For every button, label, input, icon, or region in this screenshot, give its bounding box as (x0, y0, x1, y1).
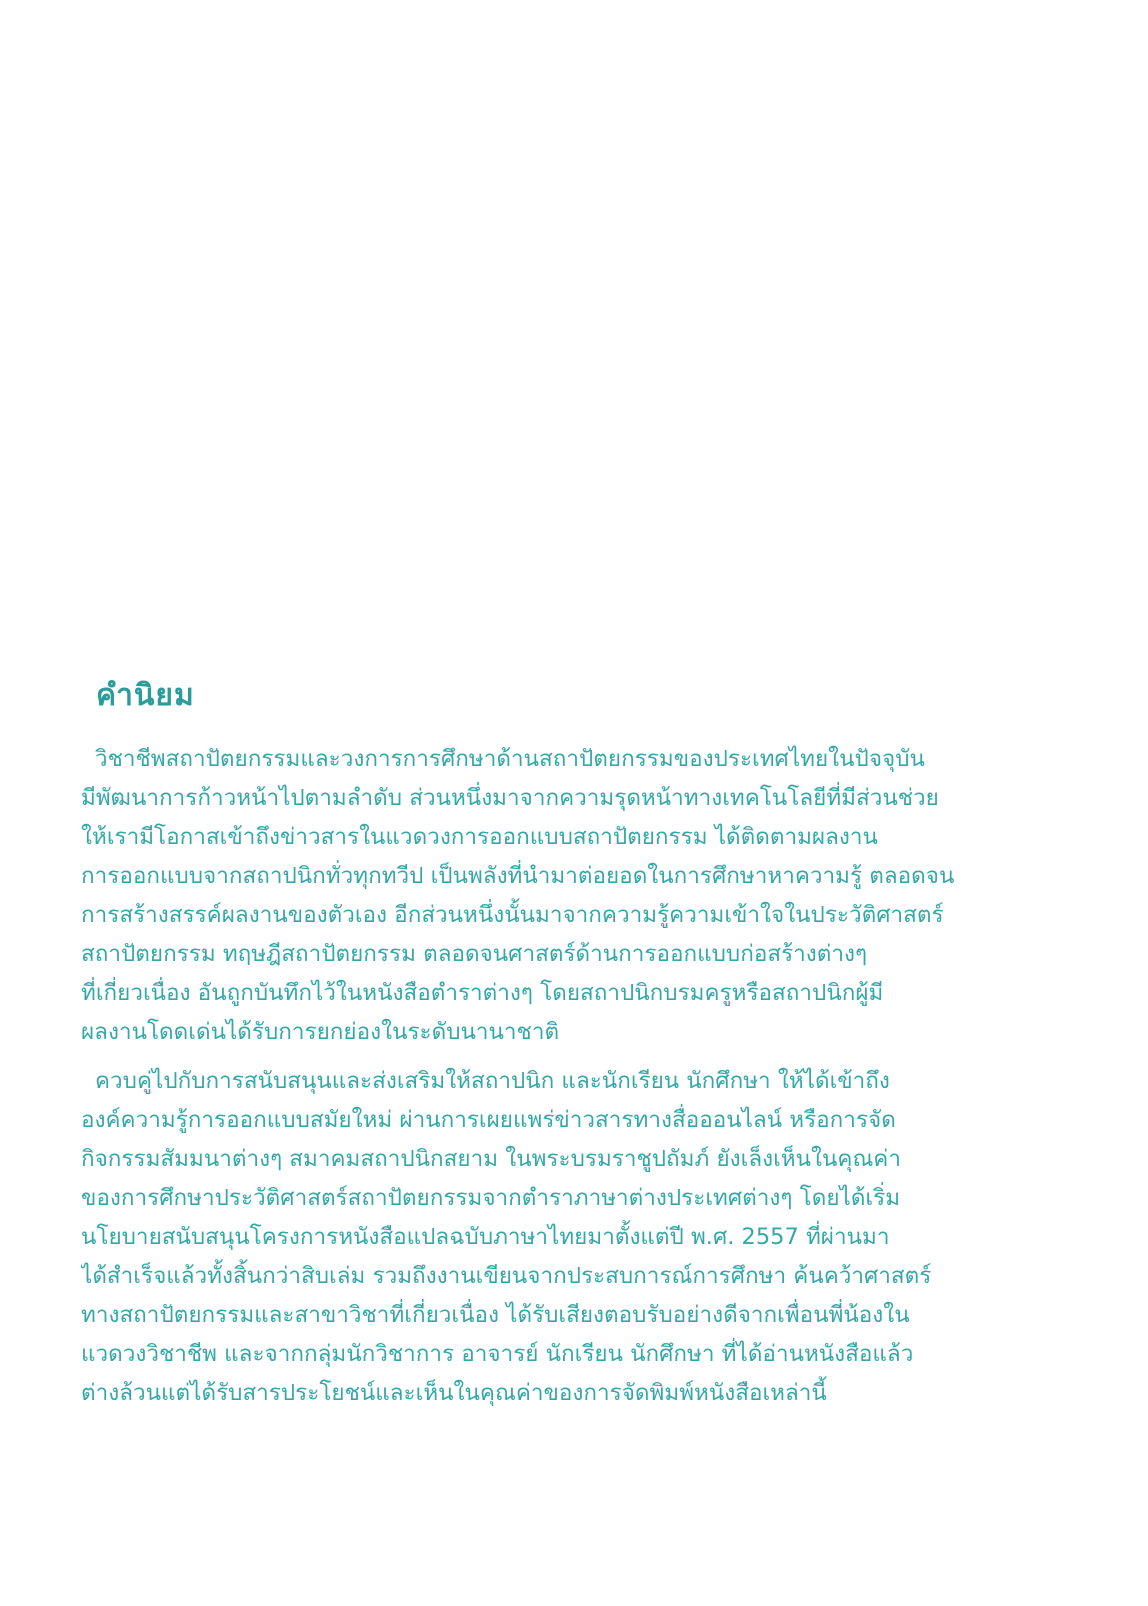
text-line: กิจกรรมสัมมนาต่างๆ สมาคมสถาปนิกสยาม ในพระบรมราชูปถัมภ์ ยังเล็งเห็นในคุณค่า (81, 1146, 901, 1172)
text-line: แวดวงวิชาชีพ และจากกลุ่มนักวิชาการ อาจารย์ นักเรียน นักศึกษา ที่ได้อ่านหนังสือแล้ว (81, 1341, 914, 1367)
text-line: ต่างล้วนแต่ได้รับสารประโยชน์และเห็นในคุณค่าของการจัดพิมพ์หนังสือเหล่านี้ (81, 1380, 827, 1406)
text-line: สถาปัตยกรรม ทฤษฎีสถาปัตยกรรม ตลอดจนศาสตร์ด้านการออกแบบก่อสร้างต่างๆ (81, 941, 868, 967)
text-line: ของการศึกษาประวัติศาสตร์สถาปัตยกรรมจากตำราภาษาต่างประเทศต่างๆ โดยได้เริ่ม (81, 1185, 901, 1211)
text-line: ควบคู่ไปกับการสนับสนุนและส่งเสริมให้สถาปนิก และนักเรียน นักศึกษา ให้ได้เข้าถึง (95, 1068, 890, 1094)
text-line: ผลงานโดดเด่นได้รับการยกย่องในระดับนานาชาติ (81, 1019, 560, 1045)
text-line: นโยบายสนับสนุนโครงการหนังสือแปลฉบับภาษาไทยมาตั้งแต่ปี พ.ศ. 2557 ที่ผ่านมา (81, 1224, 890, 1250)
text-line: ที่เกี่ยวเนื่อง อันถูกบันทึกไว้ในหนังสือตำราต่างๆ โดยสถาปนิกบรมครูหรือสถาปนิกผู้มี (81, 980, 884, 1006)
paragraph-1 (81, 740, 1006, 1052)
text-line: การสร้างสรรค์ผลงานของตัวเอง อีกส่วนหนึ่งนั้นมาจากความรู้ความเข้าใจในประวัติศาสตร์ (81, 902, 944, 928)
text-line: ทางสถาปัตยกรรมและสาขาวิชาที่เกี่ยวเนื่อง ได้รับเสียงตอบรับอย่างดีจากเพื่อนพี่น้องใน (81, 1302, 910, 1328)
body-text (81, 740, 1006, 1413)
text-line: ได้สำเร็จแล้วทั้งสิ้นกว่าสิบเล่ม รวมถึงงานเขียนจากประสบการณ์การศึกษา ค้นคว้าศาสตร์ (81, 1263, 932, 1289)
page-heading: คำนิยม (96, 678, 195, 713)
text-line: องค์ความรู้การออกแบบสมัยใหม่ ผ่านการเผยแพร่ข่าวสารทางสื่อออนไลน์ หรือการจัด (81, 1107, 896, 1133)
paragraph-2 (81, 1062, 1006, 1413)
text-line: มีพัฒนาการก้าวหน้าไปตามลำดับ ส่วนหนึ่งมาจากความรุดหน้าทางเทคโนโลยีที่มีส่วนช่วย (81, 785, 939, 811)
text-line: วิชาชีพสถาปัตยกรรมและวงการการศึกษาด้านสถาปัตยกรรมของประเทศไทยในปัจจุบัน (95, 746, 925, 772)
text-line: ให้เรามีโอกาสเข้าถึงข่าวสารในแวดวงการออกแบบสถาปัตยกรรม ได้ติดตามผลงาน (81, 824, 878, 850)
text-line: การออกแบบจากสถาปนิกทั่วทุกทวีป เป็นพลังที่นำมาต่อยอดในการศึกษาหาความรู้ ตลอดจน (81, 863, 955, 889)
